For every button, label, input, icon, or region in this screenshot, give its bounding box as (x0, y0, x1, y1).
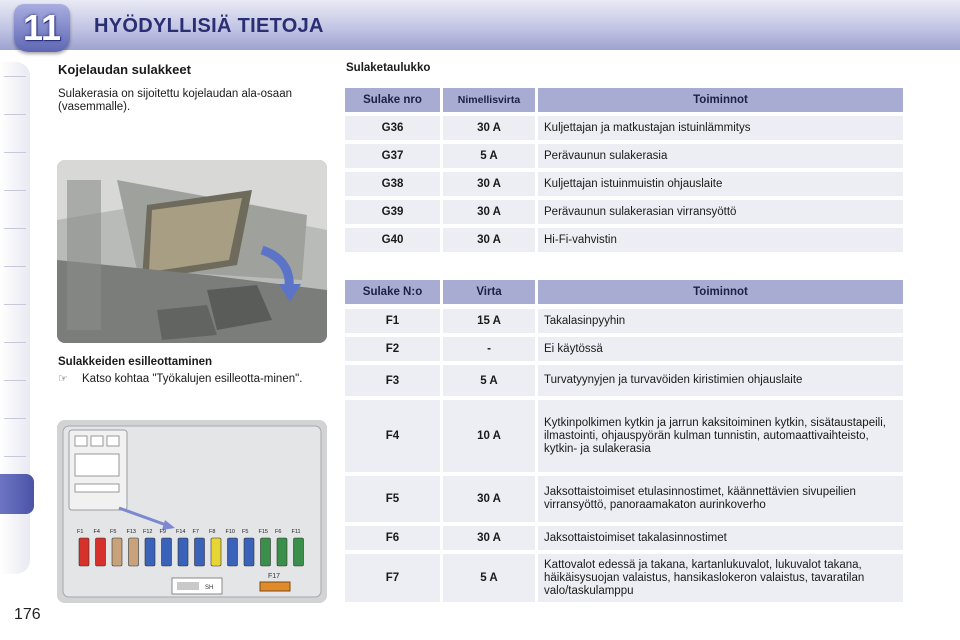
fuse-function: Ei käytössä (538, 337, 903, 361)
fuse-label: F5 (110, 529, 117, 535)
table-row (345, 400, 903, 472)
fuse-label-f17: F17 (268, 573, 281, 580)
table-header-row (345, 280, 903, 304)
pointing-hand-icon: ☞ (58, 373, 68, 385)
fuse-current: 30 A (443, 228, 535, 252)
table-row (345, 526, 903, 550)
fuse-current: 15 A (443, 309, 535, 333)
table-row (345, 116, 903, 140)
fuse (294, 538, 304, 566)
fuse-current: 5 A (443, 554, 535, 602)
fuse (195, 538, 205, 566)
table-row (345, 476, 903, 522)
tab-divider (4, 304, 26, 305)
fuse (261, 538, 271, 566)
table-row (345, 309, 903, 333)
fuse (145, 538, 155, 566)
fuse-current: 30 A (443, 476, 535, 522)
fuse (112, 538, 122, 566)
chapter-title: HYÖDYLLISIÄ TIETOJA (94, 15, 324, 37)
fuse (228, 538, 238, 566)
table-row (345, 200, 903, 224)
fuse-current: 10 A (443, 400, 535, 472)
fuse-label: F14 (176, 529, 186, 535)
page-header (0, 0, 960, 50)
column-header: Toiminnot (538, 280, 903, 304)
fuse (211, 538, 221, 566)
fuse-current: - (443, 337, 535, 361)
tab-divider (4, 342, 26, 343)
sub-heading: Sulakkeiden esilleottaminen (58, 356, 213, 368)
fuse-label: F6 (275, 529, 282, 535)
fuse-current: 5 A (443, 365, 535, 396)
fuse-current: 30 A (443, 526, 535, 550)
fuse-label: F15 (258, 529, 268, 535)
fusebox-diagram (57, 420, 327, 603)
fuse (96, 538, 106, 566)
table-row (345, 172, 903, 196)
fuse-label: F4 (93, 529, 100, 535)
tab-divider (4, 76, 26, 77)
column-header: Toiminnot (538, 88, 903, 112)
tab-divider (4, 380, 26, 381)
tab-divider (4, 152, 26, 153)
table-row (345, 337, 903, 361)
fuse-current: 30 A (443, 116, 535, 140)
fuse-label: F12 (143, 529, 153, 535)
section-paragraph: Sulakerasia on sijoitettu kojelaudan ala-osaan (vasemmalle). (58, 88, 292, 113)
fuse-function: Kattovalot edessä ja takana, kartanlukuvalot, lukuvalot takana, häikäisysuojan valaistus, hansikaslokeron valaistus, tavaratilan valo/taskulamppu (538, 554, 903, 602)
table-row (345, 228, 903, 252)
table-header-row (345, 88, 903, 112)
fuse (162, 538, 172, 566)
fuse-function: Hi-Fi-vahvistin (538, 228, 903, 252)
fuse (129, 538, 139, 566)
chapter-number: 11 (22, 7, 62, 48)
tab-divider (4, 114, 26, 115)
fuse-number: F4 (345, 400, 440, 472)
tab-divider (4, 228, 26, 229)
tab-divider (4, 456, 26, 457)
fuse-function: Jaksottaistoimiset takalasinnostimet (538, 526, 903, 550)
table-row (345, 365, 903, 396)
fuse-number: G39 (345, 200, 440, 224)
fuse-function: Turvatyynyjen ja turvavöiden kiristimien ohjauslaite (538, 365, 903, 396)
fuse-label: F5 (242, 529, 249, 535)
fuse-number: F2 (345, 337, 440, 361)
fuse-current: 30 A (443, 172, 535, 196)
fuse-number: G38 (345, 172, 440, 196)
column-header: Sulake nro (345, 88, 440, 112)
fuse-label: F9 (159, 529, 166, 535)
fuse-label: F7 (192, 529, 199, 535)
fuse-number: F5 (345, 476, 440, 522)
fuse-current: 30 A (443, 200, 535, 224)
page-number: 176 (14, 606, 41, 623)
dashboard-photo (57, 160, 327, 343)
fuse-function: Jaksottaistoimiset etulasinnostimet, käännettävien sivupeilien virransyöttö, panoraamakaton aurinkoverho (538, 476, 903, 522)
fuse (178, 538, 188, 566)
fuse-function: Kuljettajan ja matkustajan istuinlämmitys (538, 116, 903, 140)
fusebox-illustration (57, 420, 327, 603)
fuse-function: Perävaunun sulakerasia (538, 144, 903, 168)
fuse-label: F8 (209, 529, 216, 535)
table-row (345, 554, 903, 602)
fuse-number: F1 (345, 309, 440, 333)
tab-divider (4, 266, 26, 267)
dashboard-photo-illustration (57, 160, 327, 343)
fusebox-small-label: SH (205, 585, 214, 591)
fuse-number: G40 (345, 228, 440, 252)
fuse (244, 538, 254, 566)
fuse-number: F7 (345, 554, 440, 602)
fuse-function: Kuljettajan istuinmuistin ohjauslaite (538, 172, 903, 196)
fuse-number: G37 (345, 144, 440, 168)
fuse-function: Kytkinpolkimen kytkin ja jarrun kaksitoiminen kytkin, sisätaustapeili, ilmastointi, ohjauspyörän kulman tunnistin, automaattivaihteisto, kytkin- ja sulakerasia (538, 400, 903, 472)
fuse-label: F1 (77, 529, 84, 535)
table-row (345, 144, 903, 168)
tab-divider (4, 418, 26, 419)
fuse-number: G36 (345, 116, 440, 140)
chapter-badge (14, 4, 70, 52)
bullet-text: Katso kohtaa "Työkalujen esilleotta-minen". (82, 373, 303, 385)
fuse-label: F10 (225, 529, 235, 535)
active-chapter-tab[interactable] (0, 474, 34, 514)
fuse-label: F11 (291, 529, 301, 535)
fuse (79, 538, 89, 566)
fuse-label: F13 (126, 529, 136, 535)
column-header: Nimellisvirta (443, 88, 535, 112)
fuse-function: Perävaunun sulakerasian virransyöttö (538, 200, 903, 224)
section-heading: Kojelaudan sulakkeet (58, 62, 191, 77)
column-header: Sulake N:o (345, 280, 440, 304)
fuse (277, 538, 287, 566)
fuse-number: F3 (345, 365, 440, 396)
column-header: Virta (443, 280, 535, 304)
fuse-function: Takalasinpyyhin (538, 309, 903, 333)
fuse-current: 5 A (443, 144, 535, 168)
tab-divider (4, 190, 26, 191)
table-title: Sulaketaulukko (346, 62, 431, 74)
fuse-number: F6 (345, 526, 440, 550)
